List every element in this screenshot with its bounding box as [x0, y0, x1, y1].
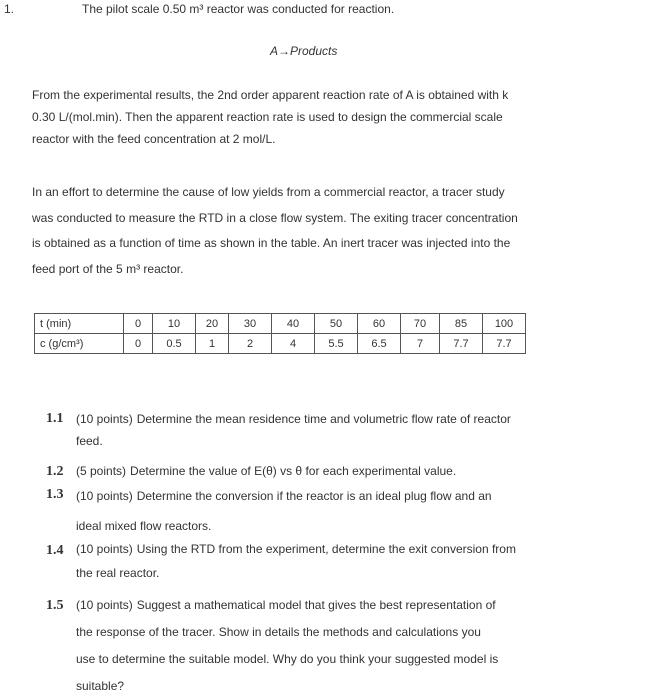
table-cell: 30: [229, 314, 272, 334]
table-cell: 50: [315, 314, 358, 334]
row-label-concentration: c (g/cm³): [35, 334, 124, 354]
question-text: Suggest a mathematical model that gives the best representation of: [136, 598, 496, 612]
paragraph-line: feed port of the 5 m³ reactor.: [32, 261, 184, 276]
table-cell: 6.5: [358, 334, 401, 354]
question-points: (5 points): [76, 464, 127, 478]
question-points: (10 points): [76, 489, 133, 503]
table-cell: 2: [229, 334, 272, 354]
question-number: 1.4: [46, 543, 64, 558]
paragraph-line: is obtained as a function of time as shown in the table. An inert tracer was injected into the: [32, 236, 511, 250]
question-number: 1.3: [46, 487, 64, 502]
table-cell: 7.7: [440, 334, 483, 354]
reaction-equation: A→Products: [270, 44, 338, 58]
question-text: Determine the conversion if the reactor is an ideal plug flow and an: [136, 489, 492, 503]
question-1-4: [46, 537, 626, 585]
table-row-concentration: [35, 334, 526, 354]
table-cell: 1: [196, 334, 229, 354]
table-cell: 10: [153, 314, 196, 334]
table-cell: 5.5: [315, 334, 358, 354]
table-cell: 20: [196, 314, 229, 334]
paragraph-line: reactor with the feed concentration at 2 mol/L.: [32, 132, 276, 146]
question-text: ideal mixed flow reactors.: [76, 519, 212, 533]
question-text: use to determine the suitable model. Why do you think your suggested model is: [76, 652, 499, 666]
paragraph-tracer-study: [32, 180, 628, 282]
table-cell: 70: [401, 314, 440, 334]
question-text: suitable?: [76, 679, 125, 693]
question-points: (10 points): [76, 598, 133, 612]
question-1-3: [46, 481, 626, 541]
table-cell: 85: [440, 314, 483, 334]
question-1-1: [46, 405, 626, 452]
problem-number: 1.: [4, 2, 15, 16]
question-text: the real reactor.: [76, 566, 160, 580]
question-text: Using the RTD from the experiment, determine the exit conversion from: [136, 542, 516, 556]
table-cell: 0.5: [153, 334, 196, 354]
question-text: Determine the value of E(θ) vs θ for each experimental value.: [130, 464, 457, 478]
paragraph-line: From the experimental results, the 2nd order apparent reaction rate of A is obtained with k: [32, 88, 509, 102]
question-text: Determine the mean residence time and volumetric flow rate of reactor: [136, 412, 511, 426]
question-points: (10 points): [76, 542, 133, 556]
table-cell: 4: [272, 334, 315, 354]
question-number: 1.1: [46, 411, 64, 426]
question-number: 1.2: [46, 464, 64, 479]
question-text: the response of the tracer. Show in details the methods and calculations you: [76, 625, 481, 639]
table-cell: 40: [272, 314, 315, 334]
question-text: feed.: [76, 434, 103, 448]
paragraph-rate-law: [32, 84, 628, 150]
problem-title: The pilot scale 0.50 m³ reactor was conducted for reaction.: [82, 2, 395, 16]
table-cell: 60: [358, 314, 401, 334]
question-1-5: [46, 592, 626, 700]
table-cell: 0: [124, 334, 153, 354]
table-cell: 7: [401, 334, 440, 354]
table-cell: 100: [483, 314, 526, 334]
paragraph-line: In an effort to determine the cause of low yields from a commercial reactor, a tracer study: [32, 185, 505, 199]
row-label-time: t (min): [35, 314, 124, 334]
tracer-data-table: [34, 313, 526, 354]
question-points: (10 points): [76, 412, 133, 426]
table-cell: 0: [124, 314, 153, 334]
paragraph-line: was conducted to measure the RTD in a close flow system. The exiting tracer concentration: [32, 210, 518, 225]
table-cell: 7.7: [483, 334, 526, 354]
paragraph-line: 0.30 L/(mol.min). Then the apparent reaction rate is used to design the commercial scale: [32, 110, 503, 124]
table-row-time: [35, 314, 526, 334]
question-number: 1.5: [46, 598, 64, 613]
